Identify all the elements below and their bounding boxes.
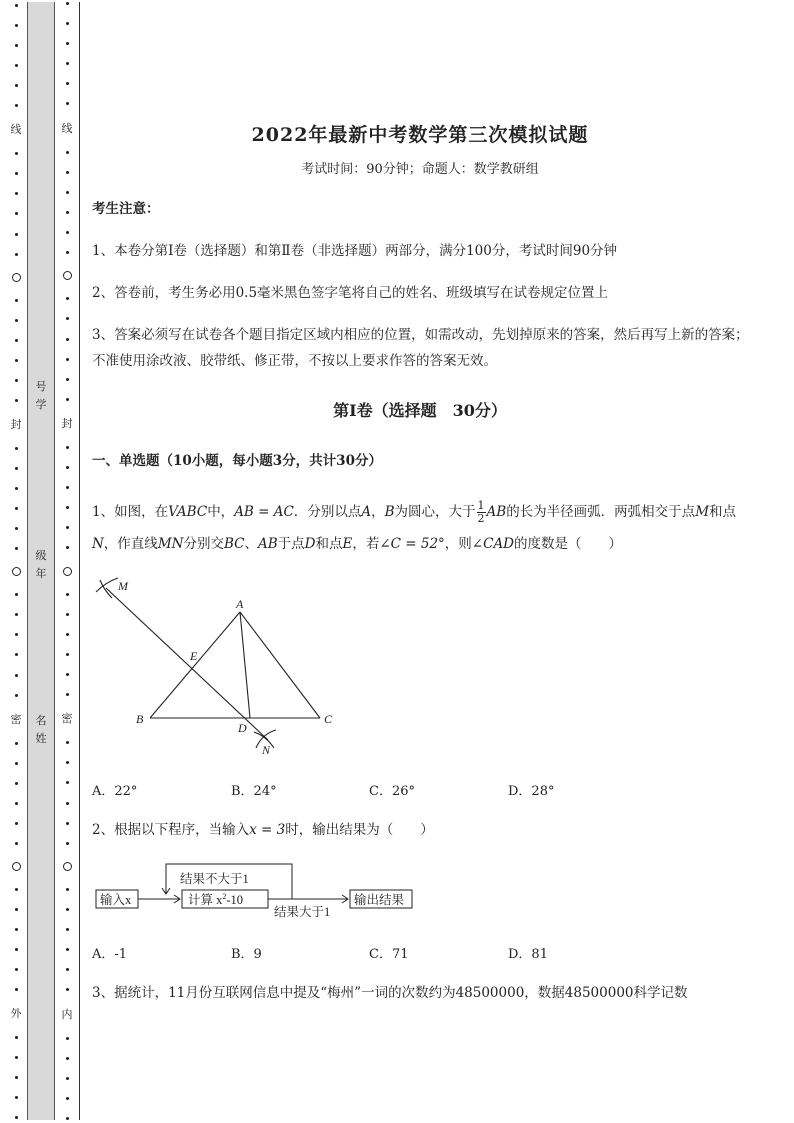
margin-dot bbox=[66, 1037, 69, 1040]
label-m: M bbox=[118, 579, 128, 593]
flow-compute-text bbox=[188, 892, 243, 907]
inner-circle-marker bbox=[63, 271, 72, 280]
label-b: B bbox=[136, 712, 144, 726]
margin-dot bbox=[66, 928, 69, 931]
margin-dot bbox=[66, 506, 69, 509]
margin-dot bbox=[15, 593, 18, 596]
margin-dot bbox=[66, 526, 69, 529]
q2-text: 2、根据以下程序，当输入 bbox=[92, 822, 250, 838]
notice-item-2: 2、答卷前，考生务必用0.5毫米黑色签字笔将自己的姓名、班级填写在试卷规定位置上 bbox=[92, 285, 609, 301]
flow-exit-text: 结果大于1 bbox=[274, 905, 331, 919]
margin-dot bbox=[15, 527, 18, 530]
margin-dot bbox=[15, 299, 18, 302]
inner-margin-char: 内 bbox=[61, 1007, 73, 1021]
margin-dot bbox=[15, 104, 18, 107]
q1-math: AB bbox=[486, 504, 507, 520]
flow-loop-text: 结果不大于1 bbox=[180, 872, 249, 886]
margin-dot bbox=[66, 62, 69, 65]
q1-text: ，则 bbox=[444, 536, 472, 552]
flow-input-text: 输入x bbox=[100, 893, 132, 907]
margin-dot bbox=[66, 593, 69, 596]
margin-dot bbox=[15, 339, 18, 342]
margin-dot bbox=[15, 633, 18, 636]
margin-dot bbox=[66, 1117, 69, 1120]
q1-text: 和点 bbox=[709, 504, 737, 520]
margin-dot bbox=[66, 908, 69, 911]
margin-dot bbox=[66, 398, 69, 401]
outer-margin-char: 密 bbox=[10, 712, 22, 726]
margin-dot bbox=[66, 613, 69, 616]
margin-dot bbox=[15, 822, 18, 825]
margin-dot bbox=[15, 192, 18, 195]
binding-margin-outer bbox=[6, 4, 26, 1120]
margin-dot bbox=[66, 378, 69, 381]
q1-math: A bbox=[361, 504, 372, 520]
q1-math: D bbox=[304, 536, 316, 552]
label-e: E bbox=[190, 649, 198, 663]
margin-dot bbox=[15, 782, 18, 785]
margin-dot bbox=[15, 908, 18, 911]
margin-dot bbox=[15, 359, 18, 362]
q1-math: N bbox=[92, 536, 104, 552]
margin-dot bbox=[15, 613, 18, 616]
margin-dot bbox=[66, 297, 69, 300]
q1-text: ．分别以点 bbox=[293, 504, 362, 520]
margin-dot bbox=[15, 64, 18, 67]
notice-item-3: 3、答案必须写在试卷各个题目指定区域内相应的位置，如需改动，先划掉原来的答案，然后再写上新的答案；不准使用涂改液、胶带纸、修正带，不按以上要求作答的答案无效。 bbox=[92, 327, 749, 369]
part-heading: 一、单选题（10小题，每小题3分，共计30分） bbox=[92, 453, 382, 469]
margin-dot bbox=[15, 948, 18, 951]
fraction-denominator: 2 bbox=[477, 512, 485, 525]
q2-options bbox=[92, 943, 752, 963]
margin-dot bbox=[66, 693, 69, 696]
margin-dot bbox=[15, 379, 18, 382]
margin-dot bbox=[66, 102, 69, 105]
q1-fraction bbox=[477, 500, 486, 525]
margin-dot bbox=[66, 888, 69, 891]
student-number-text: 号学 bbox=[35, 380, 47, 411]
q1-option-a[interactable]: A．22° bbox=[92, 784, 138, 799]
arc-m-2 bbox=[100, 580, 112, 598]
margin-dot bbox=[66, 673, 69, 676]
q1-math: E bbox=[342, 536, 353, 552]
margin-dot bbox=[15, 1036, 18, 1039]
q1-text: ，作直线 bbox=[103, 536, 158, 552]
margin-dot bbox=[15, 212, 18, 215]
margin-dot bbox=[15, 988, 18, 991]
arc-m-1 bbox=[96, 578, 118, 592]
q1-text: 的长为半径画弧．两弧相交于点 bbox=[506, 504, 696, 520]
margin-dot bbox=[15, 653, 18, 656]
margin-dot bbox=[15, 1076, 18, 1079]
page-subtitle: 考试时间：90分钟；命题人：数学教研组 bbox=[301, 162, 539, 177]
q1-math: ∠CAD bbox=[471, 536, 515, 552]
inner-circle-marker bbox=[63, 567, 72, 576]
q1-math: ∠C = 52° bbox=[379, 536, 445, 552]
q2-flowchart bbox=[92, 860, 422, 920]
margin-dot bbox=[66, 781, 69, 784]
margin-dot bbox=[66, 82, 69, 85]
q1-math: VABC bbox=[168, 504, 208, 520]
margin-dot bbox=[15, 888, 18, 891]
q1-text: 、 bbox=[244, 536, 258, 552]
margin-dot bbox=[15, 233, 18, 236]
outer-circle-marker bbox=[12, 862, 21, 871]
margin-dot bbox=[15, 742, 18, 745]
margin-dot bbox=[66, 761, 69, 764]
q2-option-d[interactable]: D．81 bbox=[508, 947, 548, 962]
q1-option-c[interactable]: C．26° bbox=[369, 784, 415, 799]
margin-dot bbox=[15, 487, 18, 490]
margin-dot bbox=[15, 84, 18, 87]
name-label bbox=[28, 712, 54, 748]
q1-math: BC bbox=[223, 536, 245, 552]
margin-dot bbox=[15, 762, 18, 765]
q1-text: 于点 bbox=[277, 536, 305, 552]
q1-text: ，若 bbox=[352, 536, 380, 552]
flow-output-text: 输出结果 bbox=[354, 893, 405, 907]
q1-triangle-figure bbox=[90, 572, 350, 762]
q2-option-c[interactable]: C．71 bbox=[369, 947, 409, 962]
margin-dot bbox=[66, 546, 69, 549]
margin-dot bbox=[15, 4, 18, 7]
margin-dot bbox=[66, 42, 69, 45]
notice-item-1: 1、本卷分第I卷（选择题）和第Ⅱ卷（非选择题）两部分，满分100分，考试时间90分钟 bbox=[92, 243, 618, 259]
outer-margin-char: 外 bbox=[10, 1007, 22, 1021]
q2-option-b[interactable]: B．9 bbox=[231, 947, 262, 962]
margin-dot bbox=[66, 633, 69, 636]
margin-dot bbox=[66, 1097, 69, 1100]
segment-ac bbox=[240, 612, 320, 718]
q1-text: ， bbox=[371, 504, 385, 520]
margin-dot bbox=[66, 486, 69, 489]
compute-prefix: 计算 x bbox=[188, 893, 223, 907]
q1-text: 1、如图，在 bbox=[92, 504, 169, 520]
q1-text: 和点 bbox=[315, 536, 343, 552]
segment-ab bbox=[150, 612, 240, 718]
question-2 bbox=[92, 817, 752, 843]
fraction-numerator: 1 bbox=[477, 499, 485, 512]
q1-text: 中， bbox=[207, 504, 235, 520]
margin-dot bbox=[66, 22, 69, 25]
margin-dot bbox=[66, 1057, 69, 1060]
name-text: 名姓 bbox=[35, 714, 47, 745]
margin-dot bbox=[15, 44, 18, 47]
label-c: C bbox=[324, 712, 333, 726]
outer-circle-marker bbox=[12, 273, 21, 282]
margin-dot bbox=[15, 172, 18, 175]
margin-dot bbox=[66, 988, 69, 991]
margin-dot bbox=[15, 1096, 18, 1099]
margin-dot bbox=[15, 152, 18, 155]
margin-dot bbox=[66, 251, 69, 254]
margin-dot bbox=[66, 446, 69, 449]
margin-dot bbox=[15, 842, 18, 845]
margin-dot bbox=[15, 802, 18, 805]
margin-dot bbox=[66, 822, 69, 825]
q1-math: B bbox=[384, 504, 395, 520]
q1-options bbox=[92, 780, 752, 800]
margin-dot bbox=[15, 1116, 18, 1119]
q1-math: AB = AC bbox=[234, 504, 294, 520]
outer-margin-char: 封 bbox=[10, 417, 22, 431]
label-a: A bbox=[236, 597, 244, 611]
outer-circle-marker bbox=[12, 567, 21, 576]
line-mn bbox=[106, 588, 268, 740]
compute-suffix: -10 bbox=[226, 893, 244, 907]
margin-dot bbox=[15, 507, 18, 510]
margin-dot bbox=[66, 466, 69, 469]
margin-dot bbox=[66, 948, 69, 951]
outer-margin-char: 线 bbox=[10, 123, 22, 137]
section-title: 第I卷（选择题 30分） bbox=[333, 401, 507, 420]
margin-dot bbox=[66, 338, 69, 341]
margin-dot bbox=[66, 2, 69, 5]
inner-circle-marker bbox=[63, 862, 72, 871]
margin-dot bbox=[66, 191, 69, 194]
margin-dot bbox=[15, 1056, 18, 1059]
margin-dot bbox=[66, 231, 69, 234]
margin-dot bbox=[66, 151, 69, 154]
margin-dot bbox=[66, 741, 69, 744]
compute-exponent: 2 bbox=[222, 892, 227, 901]
q1-math: M bbox=[695, 504, 710, 520]
margin-dot bbox=[15, 467, 18, 470]
margin-dot bbox=[15, 674, 18, 677]
class-label bbox=[28, 547, 54, 583]
margin-dot bbox=[66, 1077, 69, 1080]
inner-margin-char: 封 bbox=[61, 416, 73, 430]
inner-margin-char: 密 bbox=[61, 712, 73, 726]
inner-margin-char: 线 bbox=[61, 121, 73, 135]
margin-dot bbox=[15, 547, 18, 550]
margin-dot bbox=[66, 211, 69, 214]
margin-dot bbox=[66, 653, 69, 656]
margin-dot bbox=[15, 968, 18, 971]
class-text: 级年 bbox=[35, 549, 47, 580]
q1-text: 为圆心，大于 bbox=[394, 504, 476, 520]
margin-dot bbox=[66, 317, 69, 320]
q2-text: 时，输出结果为（ ） bbox=[285, 822, 434, 838]
margin-dot bbox=[66, 358, 69, 361]
margin-dot bbox=[66, 171, 69, 174]
margin-dot bbox=[66, 802, 69, 805]
question-3: 3、据统计，11月份互联网信息中提及“梅州”一词的次数约为48500000，数据48500000科学记数 bbox=[92, 985, 688, 1001]
margin-dot bbox=[15, 24, 18, 27]
margin-dot bbox=[15, 253, 18, 256]
margin-dot bbox=[15, 319, 18, 322]
q2-math: x = 3 bbox=[249, 822, 286, 838]
q2-option-a[interactable]: A．-1 bbox=[92, 947, 128, 962]
margin-dot bbox=[15, 447, 18, 450]
notice-heading: 考生注意： bbox=[92, 201, 160, 217]
margin-dot bbox=[15, 399, 18, 402]
margin-dot bbox=[15, 694, 18, 697]
segment-ad bbox=[240, 612, 250, 718]
margin-dot bbox=[66, 842, 69, 845]
page-title: 2022年最新中考数学第三次模拟试题 bbox=[251, 124, 589, 146]
student-number-label bbox=[28, 378, 54, 414]
q1-math: MN bbox=[157, 536, 184, 552]
q1-text: 的度数是（ ） bbox=[514, 536, 623, 552]
q1-math: AB bbox=[257, 536, 278, 552]
label-n: N bbox=[262, 743, 271, 757]
label-d: D bbox=[238, 721, 247, 735]
q1-text: 分别交 bbox=[183, 536, 224, 552]
margin-dot bbox=[15, 928, 18, 931]
question-1 bbox=[92, 496, 752, 560]
margin-dot bbox=[66, 968, 69, 971]
q1-option-b[interactable]: B．24° bbox=[231, 784, 277, 799]
student-info-strip bbox=[27, 2, 55, 1120]
q1-option-d[interactable]: D．28° bbox=[508, 784, 555, 799]
binding-margin-inner bbox=[55, 2, 80, 1120]
